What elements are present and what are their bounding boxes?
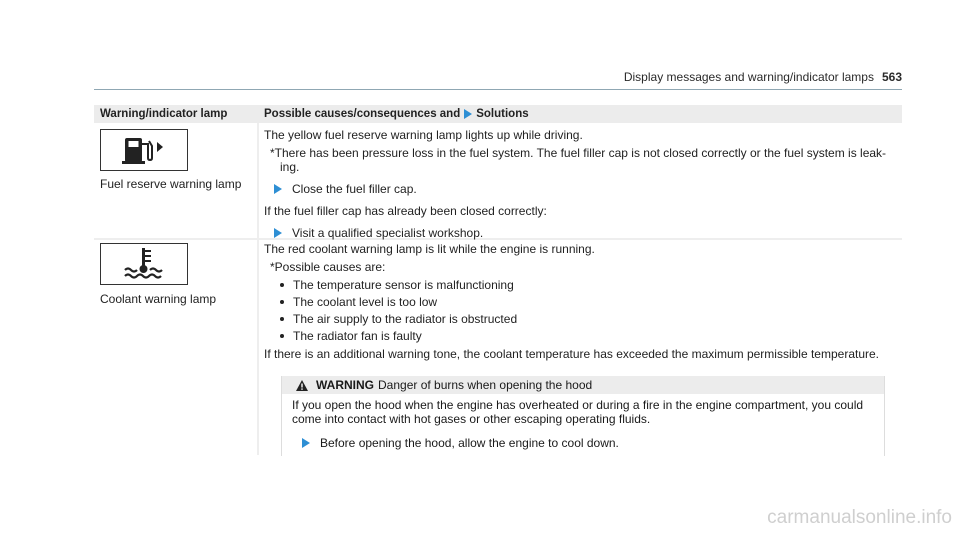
watermark: carmanualsonline.info xyxy=(767,507,952,528)
bullet-icon xyxy=(280,300,284,304)
list-item xyxy=(280,278,894,292)
warning-subtitle: Danger of burns when opening the hood xyxy=(378,378,593,392)
fuel-cause: *There has been pressure loss in the fuel system. The fuel filler cap is not closed correctly or the fuel system is leak-ing. xyxy=(270,146,887,174)
fuel-step1-text: Close the fuel filler cap. xyxy=(292,182,417,196)
warning-header xyxy=(282,376,884,394)
cause-text: The coolant level is too low xyxy=(293,295,438,309)
step-arrow-icon xyxy=(274,228,282,238)
warning-text: If you open the hood when the engine has overheated or during a fire in the engine compartment, you could come into contact with hot gases or other escaping operating fluids. xyxy=(292,398,864,426)
coolant-warning-label: Coolant warning lamp xyxy=(100,292,217,306)
coolant-note: If there is an additional warning tone, the coolant temperature has exceeded the maximum permissible temperature. xyxy=(264,347,879,361)
fuel-step-visit-workshop xyxy=(274,226,894,240)
fuel-condition: If the fuel filler cap has already been closed correctly: xyxy=(264,204,547,218)
cause-text: The radiator fan is faulty xyxy=(293,329,422,343)
col-header-causes xyxy=(264,108,529,120)
bullet-icon xyxy=(280,334,284,338)
section-title: Display messages and warning/indicator lamps xyxy=(623,70,874,84)
table-header xyxy=(94,105,902,123)
warning-body xyxy=(282,394,884,450)
page-number: 563 xyxy=(881,70,902,84)
warning-step-text: Before opening the hood, allow the engine to cool down. xyxy=(320,436,619,450)
cause-text: The air supply to the radiator is obstructed xyxy=(293,312,518,326)
warning-step xyxy=(302,436,874,450)
header-rule xyxy=(94,89,902,90)
column-divider xyxy=(257,123,259,455)
fuel-reserve-label: Fuel reserve warning lamp xyxy=(100,177,242,191)
coolant-cause-intro: *Possible causes are: xyxy=(270,260,386,274)
fuel-intro: The yellow fuel reserve warning lamp lights up while driving. xyxy=(264,128,583,142)
step-arrow-icon xyxy=(302,438,310,448)
fuel-step-close-cap xyxy=(274,182,894,196)
step-arrow-icon xyxy=(274,184,282,194)
warning-lamp-table xyxy=(94,105,902,455)
fuel-pump-icon xyxy=(100,129,188,171)
col-header-lamp: Warning/indicator lamp xyxy=(100,108,228,120)
warning-title: WARNING xyxy=(316,378,374,392)
list-item xyxy=(280,329,894,343)
list-item xyxy=(280,312,894,326)
bullet-icon xyxy=(280,317,284,321)
cause-text: The temperature sensor is malfunctioning xyxy=(293,278,514,292)
col-header-causes-text: Possible causes/consequences and xyxy=(264,108,461,120)
warning-triangle-icon xyxy=(296,380,308,391)
list-item xyxy=(280,295,894,309)
running-header xyxy=(624,70,902,84)
solution-arrow-icon xyxy=(464,109,472,119)
fuel-step2-text: Visit a qualified specialist workshop. xyxy=(292,226,484,240)
fuel-reserve-description xyxy=(264,128,894,248)
col-header-solutions-text: Solutions xyxy=(476,108,529,120)
coolant-temperature-icon xyxy=(100,243,188,285)
bullet-icon xyxy=(280,283,284,287)
warning-box xyxy=(281,376,885,456)
coolant-description xyxy=(264,242,894,365)
coolant-intro: The red coolant warning lamp is lit while the engine is running. xyxy=(264,242,595,256)
